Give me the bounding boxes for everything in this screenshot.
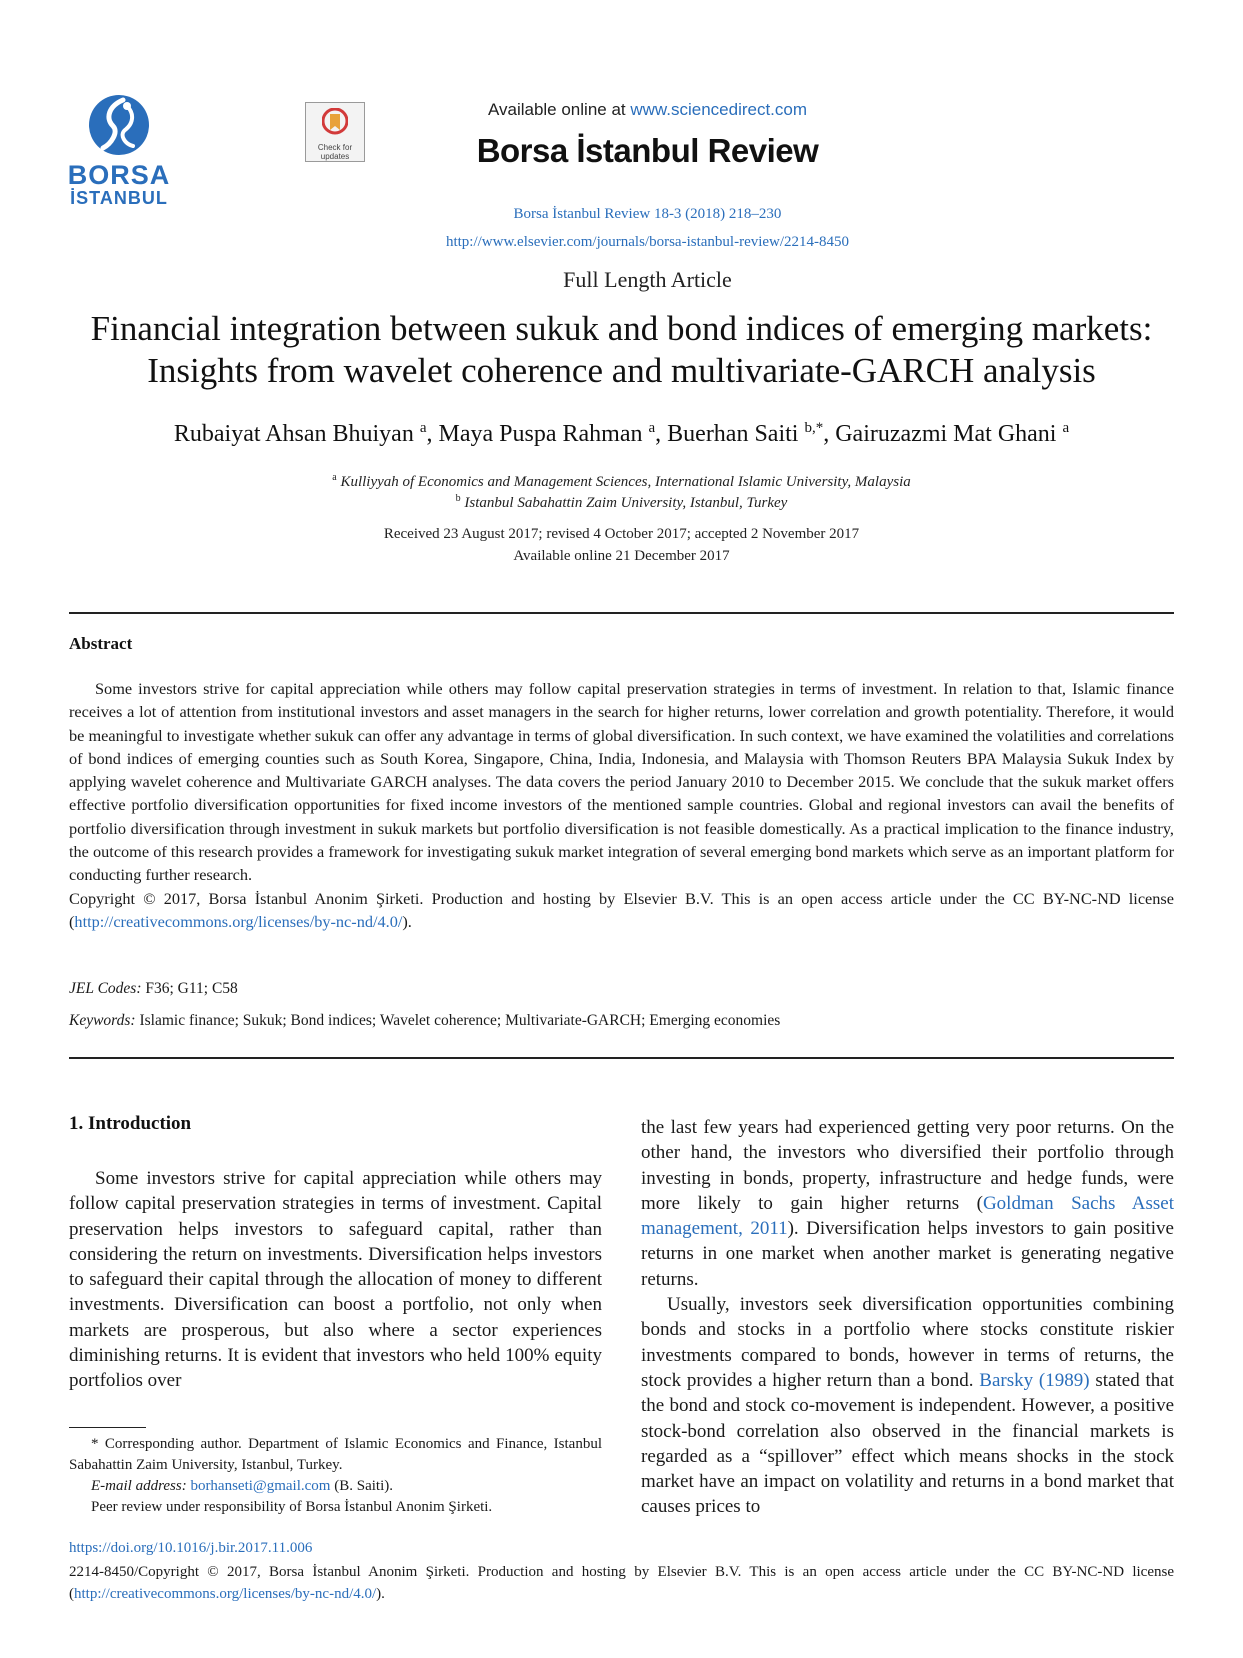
intro-text: Usually, investors seek diversification opportunities combining bonds and stocks in a portfolio where stocks constitute riskier investments compared to bonds, however in terms of returns, the stock provides a higher return than a bond.	[641, 1294, 1174, 1391]
article-title	[40, 308, 1203, 392]
abstract-heading: Abstract	[69, 634, 133, 653]
article-type: Full Length Article	[563, 267, 732, 292]
abstract-bottom-rule	[69, 1057, 1174, 1059]
article-title-line-1: Financial integration between sukuk and bond indices of emerging markets:	[90, 309, 1153, 348]
author-affiliation-mark: a	[648, 420, 656, 436]
license-link[interactable]: http://creativecommons.org/licenses/by-nc-nd/4.0/	[74, 911, 403, 931]
email-link[interactable]: borhanseti@gmail.com	[190, 1478, 331, 1494]
keywords-label: Keywords:	[69, 1012, 136, 1029]
footer-license	[69, 1561, 1174, 1605]
affiliation-mark: b	[455, 493, 461, 504]
author-affiliation-mark: b,*	[804, 420, 824, 436]
footnote-block	[69, 1434, 602, 1518]
intro-text: ). Diversification helps investors to gain positive returns in one market when another market is generating negative returns.	[641, 1218, 1174, 1290]
author-affiliation-mark: a	[1062, 420, 1070, 436]
received-dates: Received 23 August 2017; revised 4 October 2017; accepted 2 November 2017	[383, 526, 860, 542]
jel-codes-label: JEL Codes:	[69, 980, 142, 997]
intro-right-column	[641, 1115, 1174, 1520]
footnote-peer-review: Peer review under responsibility of Borsa İstanbul Anonim Şirketi.	[91, 1499, 493, 1515]
footnote-corresponding: * Corresponding author. Department of Islamic Economics and Finance, Istanbul Sabahattin Zaim University, Istanbul, Turkey.	[69, 1436, 602, 1473]
email-suffix: (B. Saiti).	[330, 1478, 393, 1494]
jel-codes	[69, 980, 238, 998]
author-name[interactable]: Maya Puspa Rahman	[438, 421, 643, 447]
author-affiliation-mark: a	[419, 420, 427, 436]
footer-license-text: 2214-8450/Copyright © 2017, Borsa İstanbul Anonim Şirketi. Production and hosting by Elsevier B.V. This is an open access article under the CC BY-NC-ND license (	[69, 1564, 1174, 1602]
jel-codes-value: F36; G11; C58	[141, 980, 238, 997]
abstract-top-rule	[69, 612, 1174, 614]
intro-left-column	[69, 1166, 602, 1394]
affiliation-text: Istanbul Sabahattin Zaim University, Istanbul, Turkey	[464, 495, 788, 511]
sciencedirect-link[interactable]: www.sciencedirect.com	[630, 100, 808, 119]
copyright-text: Copyright © 2017, Borsa İstanbul Anonim Şirketi. Production and hosting by Elsevier B.V. This is an open access article under the CC BY-NC-ND license (	[69, 888, 1174, 931]
abstract-copyright	[69, 887, 1174, 934]
footnote-email	[69, 1476, 602, 1497]
abstract-body	[69, 677, 1174, 933]
footnote-rule	[69, 1427, 146, 1428]
logo-text-borsa: BORSA	[67, 160, 171, 190]
citation-link-barsky[interactable]: Barsky (1989)	[979, 1369, 1090, 1391]
journal-citation[interactable]: Borsa İstanbul Review 18-3 (2018) 218–230	[513, 206, 782, 222]
email-label: E-mail address:	[91, 1478, 187, 1494]
journal-title: Borsa İstanbul Review	[476, 132, 819, 169]
doi-link[interactable]: https://doi.org/10.1016/j.bir.2017.11.006	[69, 1540, 313, 1556]
available-online-date: Available online 21 December 2017	[513, 548, 730, 564]
footer-license-link[interactable]: http://creativecommons.org/licenses/by-nc-nd/4.0/	[74, 1586, 377, 1602]
affiliation-mark: a	[332, 472, 337, 483]
intro-text: stated that the bond and stock co-movement is independent. However, a positive stock-bond correlation also observed in the financial markets is regarded as a “spillover” effect which means shocks in the stock market have an impact on volatility and returns in a bond market that causes prices to	[641, 1369, 1174, 1518]
footer-license-end: ).	[376, 1586, 385, 1602]
intro-paragraph	[641, 1292, 1174, 1520]
keywords	[69, 1012, 780, 1030]
article-title-line-2: Insights from wavelet coherence and multivariate-GARCH analysis	[147, 351, 1096, 390]
abstract-text: Some investors strive for capital appreciation while others may follow capital preservation strategies in terms of investment. In relation to that, Islamic finance receives a lot of attention from institutional investors and asset managers in the search for higher returns, lower correlation and growth potentiality. Therefore, it would be meaningful to investigate whether sukuk can offer any advantage in terms of global diversification. In such context, we have examined the volatilities and correlations of bond indices of emerging counties such as South Korea, Singapore, China, India, Indonesia, and Malaysia with Thomson Reuters BPA Malaysia Sukuk Index by applying wavelet coherence and Multivariate GARCH analyses. The data covers the period January 2010 to December 2015. We conclude that the sukuk market offers effective portfolio diversification opportunities for fixed income investors of the mentioned sample countries. Global and regional investors can avail the benefits of portfolio diversification through investment in sukuk markets but portfolio diversification is not feasible domestically. As a practical implication to the finance industry, the outcome of this research provides a framework for investigating sukuk market integration of several emerging bond markets which serve as an important platform for conducting further research.	[69, 679, 1174, 885]
author-name[interactable]: Buerhan Saiti	[667, 421, 799, 447]
journal-url-link[interactable]: http://www.elsevier.com/journals/borsa-istanbul-review/2214-8450	[445, 234, 850, 250]
available-online-line	[0, 100, 1243, 120]
citation-link-goldman-sachs[interactable]: Goldman Sachs Asset management, 2011	[641, 1192, 1174, 1240]
keywords-value: Islamic finance; Sukuk; Bond indices; Wavelet coherence; Multivariate-GARCH; Emerging economies	[135, 1012, 781, 1029]
author-name[interactable]: Rubaiyat Ahsan Bhuiyan	[173, 421, 414, 447]
affiliation-a	[40, 472, 1203, 491]
intro-text: the last few years had experienced getting very poor returns. On the other hand, the investors who diversified their portfolio through investing in bonds, property, infrastructure and hedge funds, were more likely to gain higher returns (	[641, 1117, 1174, 1214]
logo-text-istanbul: İSTANBUL	[70, 188, 168, 208]
copyright-end: ).	[402, 911, 412, 931]
available-online-prefix: Available online at	[487, 100, 631, 119]
author-list: Rubaiyat Ahsan Bhuiyan $^a$, Maya Puspa Rahman $^a$, Buerhan Saiti $^{b,*}$, Gairuzazmi Mat Ghani $^a$	[173, 420, 1070, 447]
intro-paragraph	[641, 1115, 1174, 1292]
check-for-updates-label: Check for updates	[317, 143, 353, 161]
author-name[interactable]: Gairuzazmi Mat Ghani	[835, 421, 1057, 447]
section-heading-introduction: 1. Introduction	[69, 1113, 192, 1134]
intro-paragraph: Some investors strive for capital appreciation while others may follow capital preservation strategies in terms of investment. Capital preservation helps investors to safeguard capital, rather than considering the return on investments. Diversification helps investors to safeguard their capital through the allocation of money to different investments. Diversification can boost a portfolio, not only when markets are prosperous, but also where a sector experiences diminishing returns. It is evident that investors who held 100% equity portfolios over	[69, 1168, 602, 1392]
affiliation-b	[40, 493, 1203, 512]
affiliation-text: Kulliyyah of Economics and Management Sciences, International Islamic University, Malaysia	[340, 474, 911, 490]
